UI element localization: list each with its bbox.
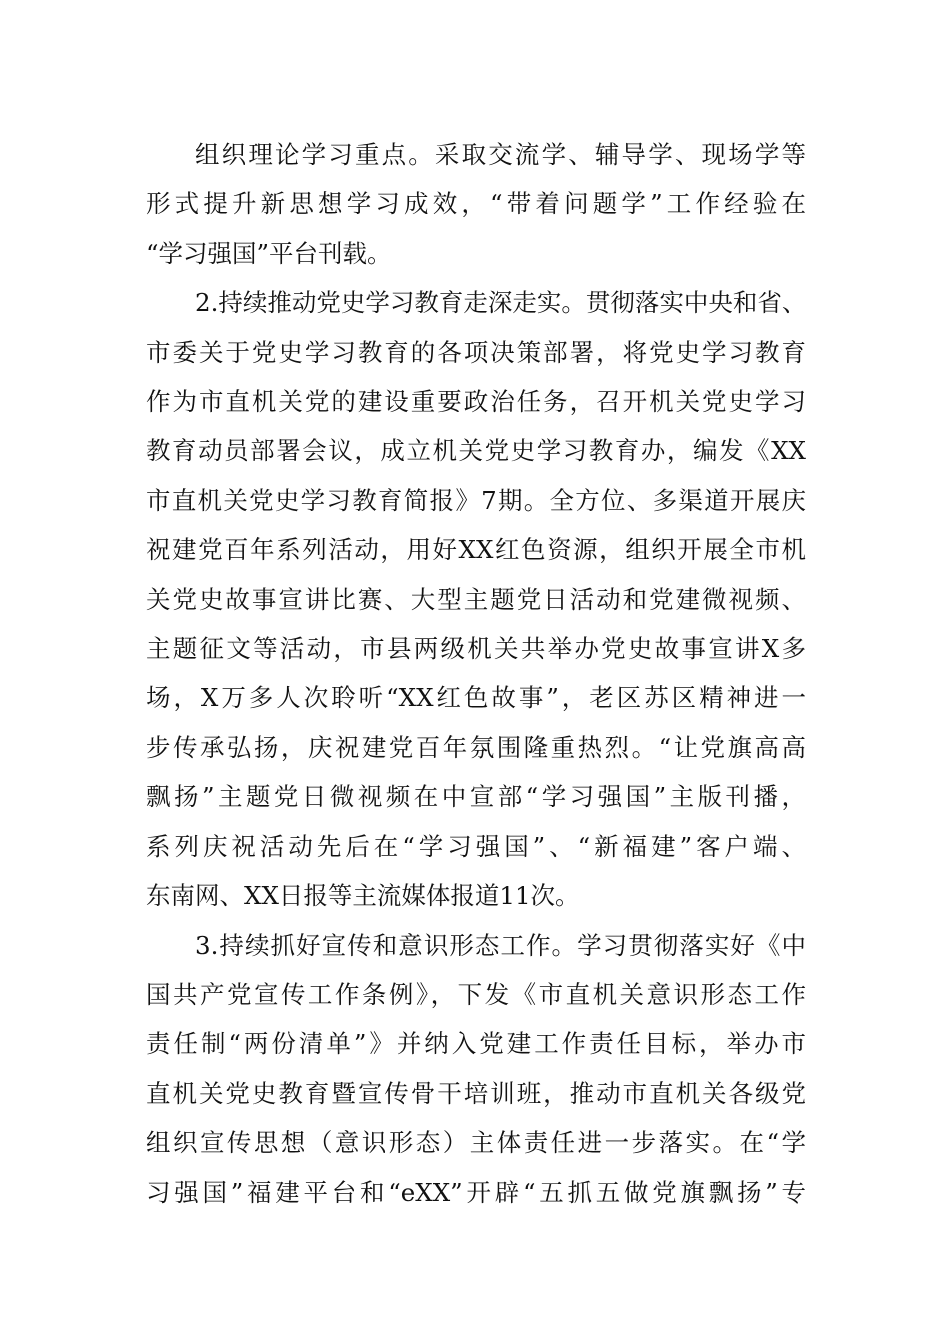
text-line: 步传承弘扬，庆祝建党百年氛围隆重热烈。“让党旗高高 xyxy=(146,732,806,762)
text-line: 习强国”福建平台和“eXX”开辟“五抓五做党旗飘扬”专 xyxy=(146,1177,806,1207)
text-line: 形式提升新思想学习成效，“带着问题学”工作经验在 xyxy=(146,189,806,219)
text-line: 市委关于党史学习教育的各项决策部署，将党史学习教育 xyxy=(146,337,806,367)
text-line: 组织理论学习重点。采取交流学、辅导学、现场学等 xyxy=(195,140,806,169)
text-line: 国共产党宣传工作条例》，下发《市直机关意识形态工作 xyxy=(146,979,806,1009)
text-line: 市直机关党史学习教育简报》7期。全方位、多渠道开展庆 xyxy=(146,485,806,515)
paragraph-intro xyxy=(146,130,806,278)
document-body xyxy=(146,130,806,1217)
text-line: 组织宣传思想（意识形态）主体责任进一步落实。在“学 xyxy=(146,1128,806,1158)
text-line: 作为市直机关党的建设重要政治任务，召开机关党史学习 xyxy=(146,387,806,417)
paragraph-item-2 xyxy=(146,278,806,920)
paragraph-item-3 xyxy=(146,921,806,1217)
text-line: 3.持续抓好宣传和意识形态工作。学习贯彻落实好《中 xyxy=(195,930,806,960)
text-line: 2.持续推动党史学习教育走深走实。贯彻落实中央和省、 xyxy=(195,288,807,318)
text-line: “学习强国”平台刊载。 xyxy=(146,238,392,268)
text-line: 系列庆祝活动先后在“学习强国”、“新福建”客户端、 xyxy=(146,831,806,861)
text-line: 祝建党百年系列活动，用好XX红色资源，组织开展全市机 xyxy=(146,535,806,565)
text-line: 责任制“两份清单”》并纳入党建工作责任目标，举办市 xyxy=(146,1029,806,1059)
text-line: 直机关党史教育暨宣传骨干培训班，推动市直机关各级党 xyxy=(146,1078,806,1108)
text-line: 飘扬”主题党日微视频在中宣部“学习强国”主版刊播， xyxy=(146,782,806,812)
text-line: 场，X万多人次聆听“XX红色故事”，老区苏区精神进一 xyxy=(146,683,806,713)
text-line: 关党史故事宣讲比赛、大型主题党日活动和党建微视频、 xyxy=(146,584,806,614)
text-line: 主题征文等活动，市县两级机关共举办党史故事宣讲X多 xyxy=(146,634,806,664)
text-line: 东南网、XX日报等主流媒体报道11次。 xyxy=(146,881,580,911)
text-line: 教育动员部署会议，成立机关党史学习教育办，编发《XX xyxy=(146,436,806,466)
